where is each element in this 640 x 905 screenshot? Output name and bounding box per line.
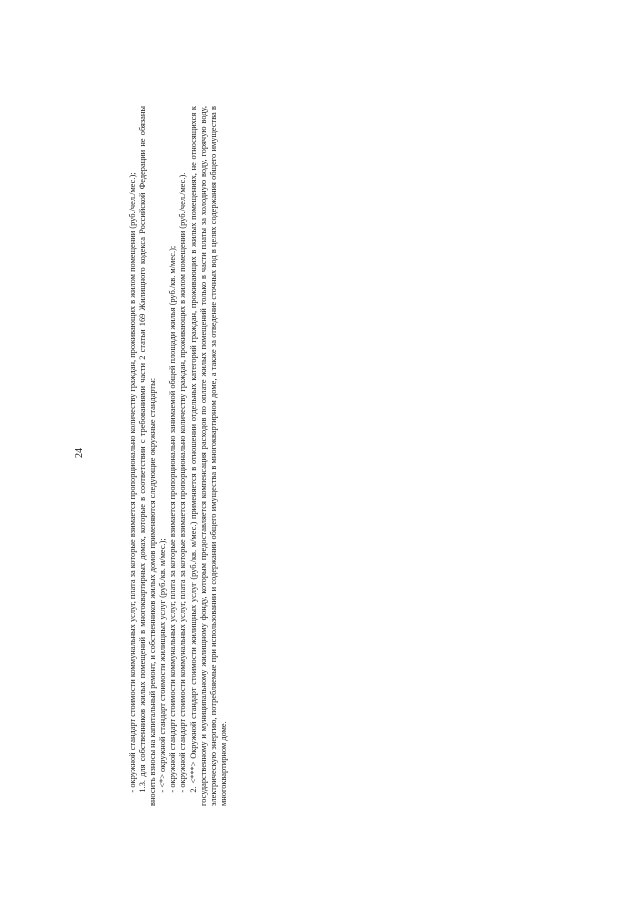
paragraph-housing-standard-application: 2. <***> Окружной стандарт стоимости жилищных услуг (руб./кв. м/мес.) применяется в отношении отдельных категорий граждан, проживающих в жилых помещениях, не относящихся к государственному и муниципальному жилищному фонду, которым предоставляется компенсация расходов по оплате жилых помещений только в части платы за холодную воду, горячую воду, электрическую энергию, потребляемые при использовании и содержании общего имущества в многоквартирном доме, а также за отведение сточных вод в целях содержания общего имущества в многоквартирном доме. bbox=[188, 106, 228, 806]
page-number: 24 bbox=[74, 448, 85, 458]
paragraph-housing-standard: - <*> окружной стандарт стоимости жилищных услуг (руб./кв. м/мес.); bbox=[158, 538, 168, 793]
paragraph-communal-per-person-2: - окружной стандарт стоимости коммунальных услуг, плата за которые взимается пропорционально количеству граждан, проживающих в жилом помещении (руб./чел./мес.). bbox=[178, 172, 188, 793]
document-text bbox=[128, 106, 268, 806]
paragraph-communal-per-area: - окружной стандарт стоимости коммунальных услуг, плата за которые взимается пропорционально занимаемой общей площади жилья (руб./кв. м/мес.); bbox=[168, 245, 178, 793]
paragraph-communal-per-person: - окружной стандарт стоимости коммунальных услуг, плата за которые взимается пропорционально количеству граждан, проживающих в жилом помещении (руб./чел./мес.); bbox=[128, 172, 137, 793]
paragraph-owners-standards: 1.3. для собственников жилых помещений в многоквартирных домах, которые в соответствии с требованиями части 2 статьи 169 Жилищного кодекса Российской Федерации не обязаны вносить взносы на капитальный ремонт, и собственников жилых домов применяются следующие окружные стандарты: bbox=[138, 106, 158, 806]
